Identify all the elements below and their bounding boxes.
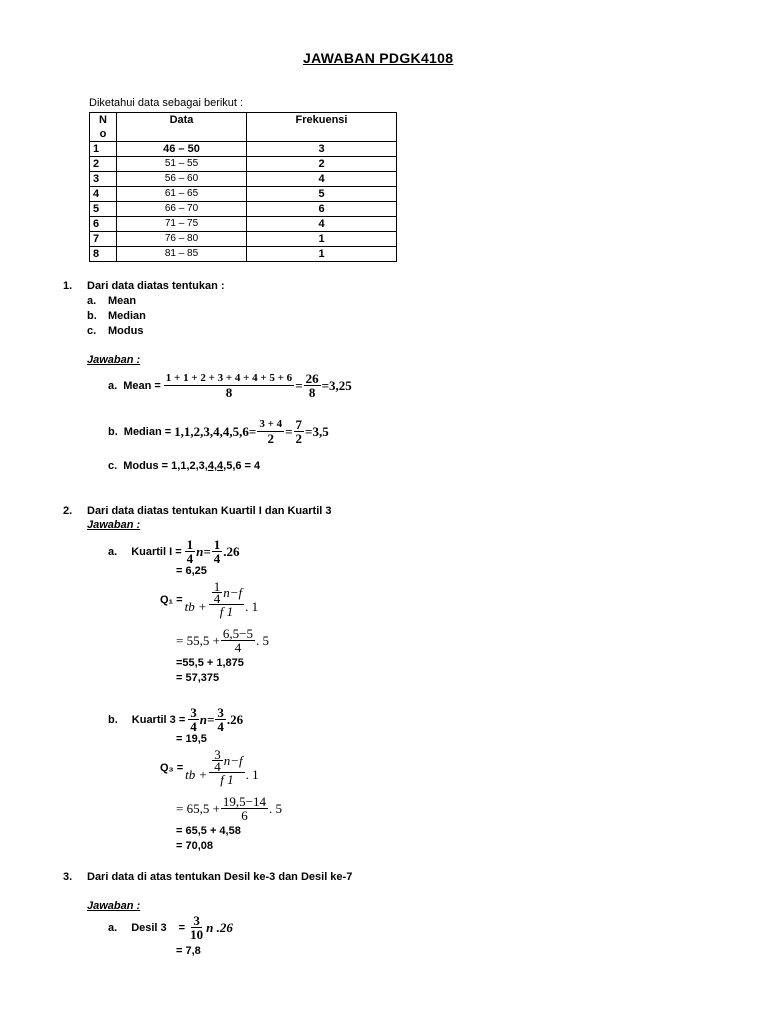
- q1-median-line: b. Median = 1,1,2,3,4,4,5,6= $\frac{3 + 4}{2}$ = $\frac{7}{2}$ =3,5: [108, 417, 329, 446]
- q3-jawaban: Jawaban :: [87, 900, 141, 912]
- table-row: 7 76 – 80 1: [90, 232, 397, 247]
- desil3-line: a. Desil 3 = $\frac{3}{10}$ n .26: [108, 913, 233, 942]
- q1-modus-line: c. Modus = 1,1,2,3,4,4,5,6 = 4: [108, 460, 261, 472]
- kuartil1-line: a. Kuartil I = $\frac{1}{4}$ n= $\frac{1}{4}$ .26: [108, 537, 240, 566]
- q1-item-c-label: c.: [87, 325, 97, 337]
- q3-step2: = 65,5 + $\frac{19,5-14}{6}$ . 5: [176, 794, 283, 823]
- median-fraction-2: $\frac{7}{2}$: [295, 417, 303, 446]
- q1-jawaban: Jawaban :: [87, 354, 141, 366]
- q1-formula: Q₁ = tb + $\frac{1}{4}$ n−f f 1 . 1: [160, 579, 259, 619]
- q3-formula: Q₃ = tb + $\frac{3}{4}$ n−f f 1 . 1: [160, 747, 259, 787]
- q1-text: Dari data diatas tentukan :: [87, 280, 225, 292]
- desil3-result: = 7,8: [176, 945, 201, 957]
- q2-jawaban: Jawaban :: [87, 519, 141, 531]
- q3-number: 3.: [63, 871, 73, 883]
- kuartil3-line: b. Kuartil 3 = $\frac{3}{4}$ n= $\frac{3}{4}$ .26: [108, 705, 244, 734]
- frequency-table: [89, 112, 397, 262]
- table-row: 8 81 – 85 1: [90, 247, 397, 262]
- table-row: 6 71 – 75 4: [90, 217, 397, 232]
- table-row: 3 56 – 60 4: [90, 172, 397, 187]
- q1-mean-line: a. Mean = $\frac{1 + 1 + 2 + 3 + 4 + 4 + 5 + 6}{8}$ = $\frac{26}{8}$ =3,25: [108, 371, 352, 400]
- q1-step4: = 57,375: [176, 672, 220, 684]
- header-no: N o: [90, 113, 117, 142]
- q3-step4: = 70,08: [176, 840, 214, 852]
- q1-step3: =55,5 + 1,875: [176, 657, 244, 669]
- kuartil1-result: = 6,25: [176, 565, 207, 577]
- q2-number: 2.: [63, 505, 73, 517]
- q1-step2: = 55,5 + $\frac{6,5-5}{4}$ . 5: [176, 626, 270, 655]
- q1-item-b: Median: [108, 310, 146, 322]
- header-frekuensi: Frekuensi: [247, 113, 397, 142]
- table-row: 1 46 – 50 3: [90, 142, 397, 157]
- q1-number: 1.: [63, 280, 73, 292]
- page-title: JAWABAN PDGK4108: [303, 50, 454, 66]
- q1-item-a-label: a.: [87, 295, 97, 307]
- median-fraction: $\frac{3 + 4}{2}$: [259, 418, 283, 446]
- mean-fraction: $\frac{1 + 1 + 2 + 3 + 4 + 4 + 5 + 6}{8}$: [165, 372, 293, 400]
- q2-text: Dari data diatas tentukan Kuartil I dan Kuartil 3: [87, 505, 332, 517]
- q1-item-a: Mean: [108, 295, 137, 307]
- table-row: 2 51 – 55 2: [90, 157, 397, 172]
- q1-item-c: Modus: [108, 325, 144, 337]
- q3-step3: = 65,5 + 4,58: [176, 825, 241, 837]
- table-row: 4 61 – 65 5: [90, 187, 397, 202]
- kuartil3-result: = 19,5: [176, 733, 207, 745]
- mean-fraction-2: $\frac{26}{8}$: [305, 371, 319, 400]
- table-header-row: [90, 113, 397, 142]
- intro-text: Diketahui data sebagai berikut :: [89, 97, 244, 109]
- q3-text: Dari data di atas tentukan Desil ke-3 dan Desil ke-7: [87, 871, 353, 883]
- table-row: 5 66 – 70 6: [90, 202, 397, 217]
- header-data: Data: [117, 113, 247, 142]
- q1-item-b-label: b.: [87, 310, 97, 322]
